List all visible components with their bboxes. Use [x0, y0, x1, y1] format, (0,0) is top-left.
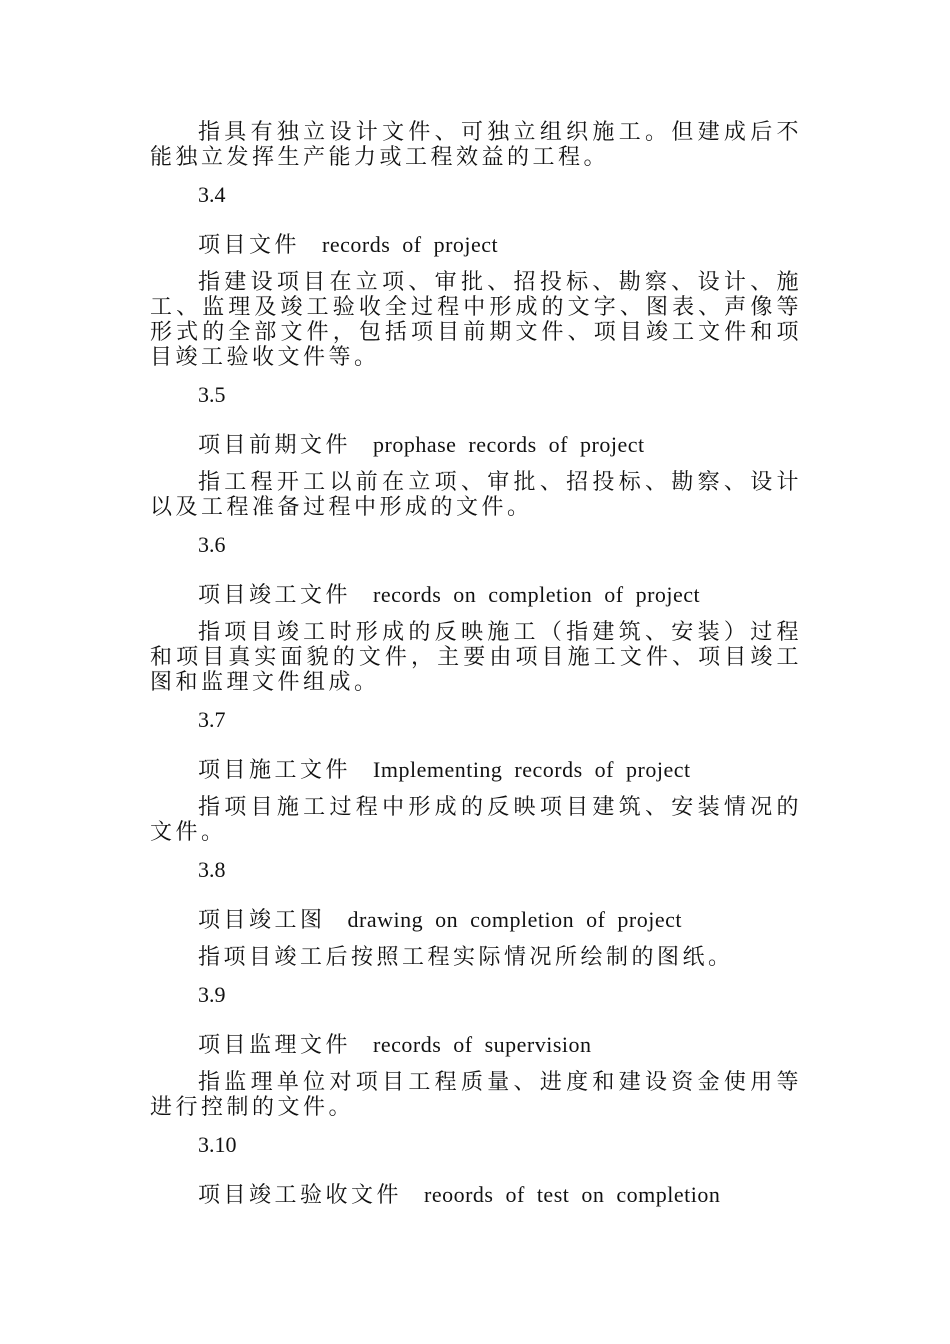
term-chinese: 项目前期文件: [198, 433, 352, 458]
clause-number: 3.4: [198, 182, 226, 207]
document-page: [150, 120, 802, 1208]
term-chinese: 项目竣工图: [198, 908, 326, 933]
term-chinese: 项目监理文件: [198, 1033, 352, 1058]
clause-number: 3.9: [198, 982, 226, 1007]
term-english: reoords of test on completion: [424, 1182, 721, 1207]
term-heading: [150, 1182, 802, 1208]
term-definition: 指项目竣工时形成的反映施工（指建筑、安装）过程和项目真实面貌的文件，主要由项目施工文件、项目竣工图和监理文件组成。: [150, 620, 802, 695]
term-heading: [150, 432, 802, 458]
term-heading: [150, 757, 802, 783]
clause-number: 3.5: [198, 382, 226, 407]
term-english: prophase records of project: [373, 432, 645, 457]
intro-definition: 指具有独立设计文件、可独立组织施工。但建成后不能独立发挥生产能力或工程效益的工程。: [150, 120, 802, 170]
term-heading: [150, 1032, 802, 1058]
clause-number: 3.10: [198, 1132, 237, 1157]
clause-number: 3.6: [198, 532, 226, 557]
term-definition: 指项目施工过程中形成的反映项目建筑、安装情况的文件。: [150, 795, 802, 845]
term-chinese: 项目竣工验收文件: [198, 1183, 403, 1208]
term-definition: 指监理单位对项目工程质量、进度和建设资金使用等进行控制的文件。: [150, 1070, 802, 1120]
clause-number: 3.8: [198, 857, 226, 882]
term-english: records of project: [322, 232, 499, 257]
term-heading: [150, 907, 802, 933]
term-chinese: 项目竣工文件: [198, 583, 352, 608]
term-chinese: 项目施工文件: [198, 758, 352, 783]
term-english: records of supervision: [373, 1032, 592, 1057]
term-chinese: 项目文件: [198, 233, 301, 258]
term-heading: [150, 232, 802, 258]
term-heading: [150, 582, 802, 608]
term-english: Implementing records of project: [373, 757, 691, 782]
term-definition: 指建设项目在立项、审批、招投标、勘察、设计、施工、监理及竣工验收全过程中形成的文字、图表、声像等形式的全部文件，包括项目前期文件、项目竣工文件和项目竣工验收文件等。: [150, 270, 802, 370]
term-english: records on completion of project: [373, 582, 701, 607]
term-definition: 指工程开工以前在立项、审批、招投标、勘察、设计以及工程准备过程中形成的文件。: [150, 470, 802, 520]
term-definition: 指项目竣工后按照工程实际情况所绘制的图纸。: [198, 945, 734, 970]
clause-number: 3.7: [198, 707, 226, 732]
term-english: drawing on completion of project: [347, 907, 682, 932]
